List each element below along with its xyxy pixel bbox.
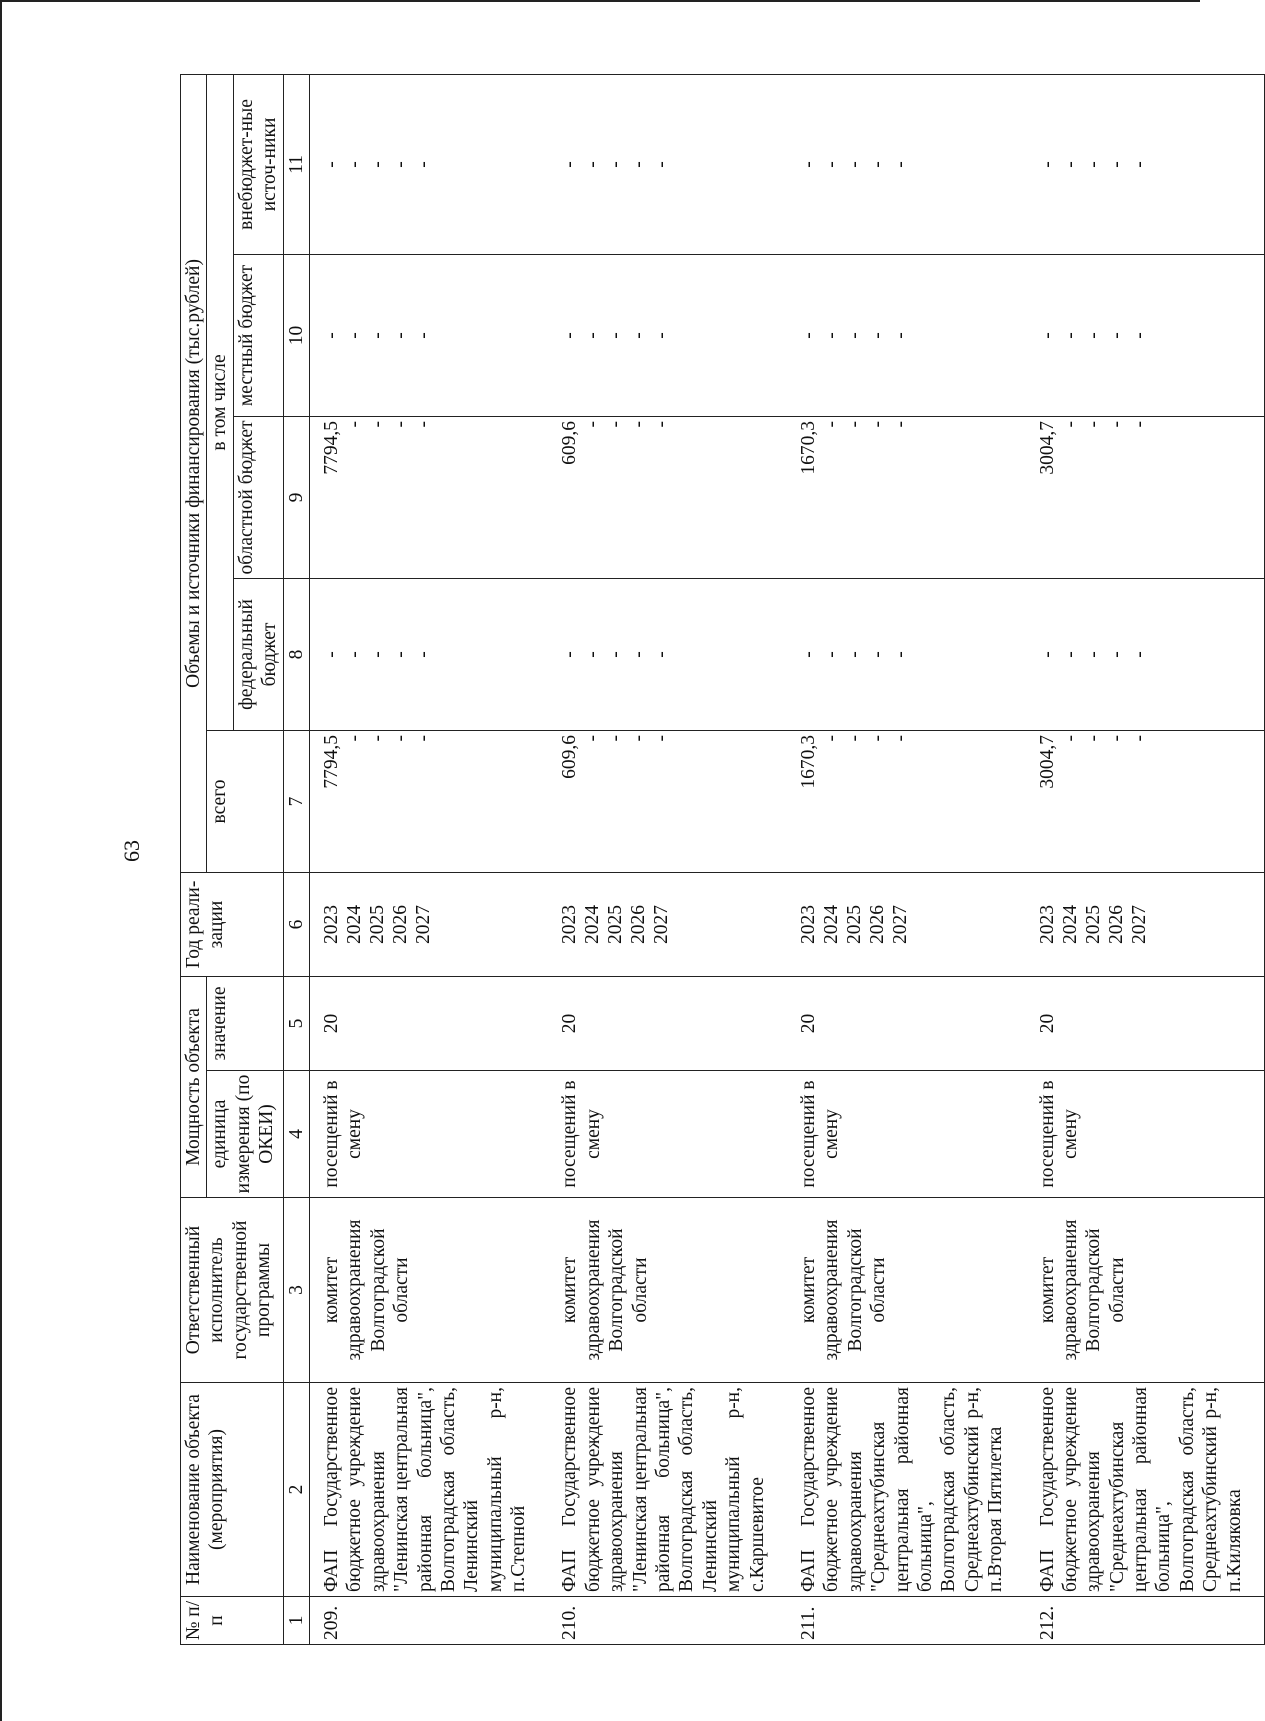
total-value: - [582,734,604,742]
col-number: 10 [283,254,309,416]
regional-value: - [820,420,842,428]
executor: комитет здравоохранения Волгоградской области [309,1198,548,1383]
col-number: 11 [283,74,309,254]
total-cell [1026,730,1265,872]
offbudget-cell [548,74,787,254]
offbudget-value: - [1082,161,1104,168]
year: 2025 [605,904,627,944]
year: 2024 [820,904,842,944]
year: 2024 [582,904,604,944]
local-value: - [1105,332,1127,339]
header-year: Год реали-зации [181,872,284,976]
table-header [181,74,310,1644]
capacity-value: 20 [787,976,1026,1070]
total-value: - [866,734,888,742]
col-number: 3 [283,1198,309,1383]
local-value: - [866,332,888,339]
regional-value: 3004,7 [1036,420,1058,475]
total-value: - [605,734,627,742]
year: 2023 [1036,904,1058,944]
row-number: 210. [548,1597,787,1645]
federal-value: - [366,651,388,658]
offbudget-value: - [820,161,842,168]
total-value: 609,6 [559,734,581,779]
federal-value: - [820,651,842,658]
header-value: значение [207,976,283,1070]
regional-value: - [866,420,888,428]
year: 2025 [366,904,388,944]
local-cell [309,254,548,416]
col-number: 6 [283,872,309,976]
total-value: - [366,734,388,742]
federal-value: - [1128,651,1150,658]
federal-value: - [412,651,434,658]
page-border-top [0,0,1200,2]
year: 2027 [651,904,673,944]
local-value: - [320,332,342,339]
local-value: - [1128,332,1150,339]
unit: посещений в смену [548,1071,787,1198]
regional-value: - [843,420,865,428]
total-value: - [412,734,434,742]
federal-cell [309,578,548,730]
local-value: - [628,332,650,339]
regional-value: 1670,3 [797,420,819,475]
col-number: 5 [283,976,309,1070]
total-value: - [628,734,650,742]
federal-cell [787,578,1026,730]
regional-cell [1026,416,1265,578]
federal-value: - [582,651,604,658]
unit: посещений в смену [1026,1071,1265,1198]
regional-value: 609,6 [559,420,581,465]
regional-value: - [389,420,411,428]
unit: посещений в смену [309,1071,548,1198]
offbudget-value: - [797,161,819,168]
total-value: - [1082,734,1104,742]
local-value: - [651,332,673,339]
local-cell [787,254,1026,416]
header-local: местный бюджет [233,254,283,416]
federal-value: - [559,651,581,658]
header-regional: областной бюджет [233,416,283,578]
total-cell [548,730,787,872]
table-row [548,74,787,1644]
local-cell [548,254,787,416]
offbudget-value: - [651,161,673,168]
year: 2026 [866,904,888,944]
object-name: ФАП Государственное бюджетное учреждение здравоохранения "Среднеахтубинская центральная районная больница", Волгоградская область, Среднеахтубинский р-н, п.Вторая Пятилетка [787,1383,1026,1597]
header-federal: федеральный бюджет [233,578,283,730]
regional-value: - [582,420,604,428]
regional-value: - [651,420,673,428]
federal-value: - [843,651,865,658]
offbudget-value: - [1105,161,1127,168]
header-capacity: Мощность объекта [181,976,207,1197]
total-value: - [1128,734,1150,742]
federal-value: - [866,651,888,658]
row-number: 211. [787,1597,1026,1645]
federal-value: - [1105,651,1127,658]
rotated-table-container [180,75,1245,1645]
local-value: - [605,332,627,339]
regional-value: - [1128,420,1150,428]
regional-cell [309,416,548,578]
regional-cell [787,416,1026,578]
table-row [787,74,1026,1644]
executor: комитет здравоохранения Волгоградской области [787,1198,1026,1383]
federal-value: - [628,651,650,658]
total-value: - [843,734,865,742]
year: 2026 [628,904,650,944]
local-value: - [820,332,842,339]
offbudget-cell [787,74,1026,254]
total-value: 3004,7 [1036,734,1058,789]
federal-cell [1026,578,1265,730]
year: 2023 [559,904,581,944]
header-executor: Ответственный исполнитель государственной программы [181,1198,284,1383]
years-cell [309,872,548,976]
local-value: - [582,332,604,339]
total-value: - [889,734,911,742]
header-total: всего [207,730,283,872]
offbudget-value: - [866,161,888,168]
regional-value: - [1082,420,1104,428]
col-number: 2 [283,1383,309,1597]
header-including: в том числе [207,74,233,730]
header-unit: единица измерения (по ОКЕИ) [207,1071,283,1198]
local-value: - [343,332,365,339]
year: 2024 [1059,904,1081,944]
col-number: 9 [283,416,309,578]
federal-value: - [651,651,673,658]
offbudget-value: - [1128,161,1150,168]
years-cell [548,872,787,976]
executor: комитет здравоохранения Волгоградской области [1026,1198,1265,1383]
offbudget-cell [1026,74,1265,254]
federal-value: - [389,651,411,658]
table-body [309,74,1264,1644]
local-value: - [1036,332,1058,339]
total-value: - [389,734,411,742]
year: 2026 [389,904,411,944]
offbudget-value: - [1059,161,1081,168]
regional-value: - [1105,420,1127,428]
col-number: 4 [283,1071,309,1198]
offbudget-cell [309,74,548,254]
col-number: 1 [283,1597,309,1645]
offbudget-value: - [605,161,627,168]
total-value: - [1059,734,1081,742]
col-number: 8 [283,578,309,730]
total-value: 1670,3 [797,734,819,789]
federal-value: - [320,651,342,658]
offbudget-value: - [389,161,411,168]
offbudget-value: - [559,161,581,168]
regional-cell [548,416,787,578]
offbudget-value: - [343,161,365,168]
capacity-value: 20 [548,976,787,1070]
regional-value: - [412,420,434,428]
header-name: Наименование объекта (мероприятия) [181,1383,284,1597]
header-funding: Объемы и источники финансирования (тыс.рублей) [181,74,207,872]
total-value: - [820,734,842,742]
offbudget-value: - [843,161,865,168]
total-cell [309,730,548,872]
header-offbudget: внебюджет-ные источ-ники [233,74,283,254]
offbudget-value: - [628,161,650,168]
regional-value: 7794,5 [320,420,342,475]
object-name: ФАП Государственное бюджетное учреждение здравоохранения "Ленинская центральная районная больница", Волгоградская область, Ленинский муниципальный р-н, с.Каршевитое [548,1383,787,1597]
total-value: 7794,5 [320,734,342,789]
table-row [309,74,548,1644]
capacity-value: 20 [1026,976,1265,1070]
object-name: ФАП Государственное бюджетное учреждение здравоохранения "Ленинская центральная районная больница", Волгоградская область, Ленинский муниципальный р-н, п.Степной [309,1383,548,1597]
offbudget-value: - [1036,161,1058,168]
col-number: 7 [283,730,309,872]
year: 2024 [343,904,365,944]
federal-cell [548,578,787,730]
offbudget-value: - [320,161,342,168]
funding-table [180,74,1265,1645]
total-value: - [651,734,673,742]
total-value: - [1105,734,1127,742]
year: 2026 [1105,904,1127,944]
offbudget-value: - [582,161,604,168]
offbudget-value: - [366,161,388,168]
total-value: - [343,734,365,742]
regional-value: - [366,420,388,428]
federal-value: - [1082,651,1104,658]
offbudget-value: - [889,161,911,168]
page-number: 63 [119,840,144,862]
local-value: - [559,332,581,339]
row-number: 212. [1026,1597,1265,1645]
regional-value: - [628,420,650,428]
regional-value: - [889,420,911,428]
years-cell [1026,872,1265,976]
table-row [1026,74,1265,1644]
federal-value: - [1036,651,1058,658]
federal-value: - [889,651,911,658]
federal-value: - [1059,651,1081,658]
row-number: 209. [309,1597,548,1645]
regional-value: - [605,420,627,428]
column-number-row [283,74,309,1644]
federal-value: - [605,651,627,658]
executor: комитет здравоохранения Волгоградской области [548,1198,787,1383]
local-value: - [1059,332,1081,339]
offbudget-value: - [412,161,434,168]
year: 2027 [412,904,434,944]
local-cell [1026,254,1265,416]
year: 2023 [320,904,342,944]
year: 2025 [1082,904,1104,944]
header-no: № п/п [181,1597,284,1645]
years-cell [787,872,1026,976]
unit: посещений в смену [787,1071,1026,1198]
regional-value: - [343,420,365,428]
federal-value: - [343,651,365,658]
local-value: - [1082,332,1104,339]
local-value: - [843,332,865,339]
regional-value: - [1059,420,1081,428]
local-value: - [412,332,434,339]
year: 2023 [797,904,819,944]
total-cell [787,730,1026,872]
capacity-value: 20 [309,976,548,1070]
year: 2025 [843,904,865,944]
federal-value: - [797,651,819,658]
page-border-left [0,0,2,1721]
object-name: ФАП Государственное бюджетное учреждение здравоохранения "Среднеахтубинская центральная районная больница", Волгоградская область, Среднеахтубинский р-н, п.Киляковка [1026,1383,1265,1597]
local-value: - [389,332,411,339]
local-value: - [366,332,388,339]
year: 2027 [889,904,911,944]
local-value: - [797,332,819,339]
local-value: - [889,332,911,339]
year: 2027 [1128,904,1150,944]
